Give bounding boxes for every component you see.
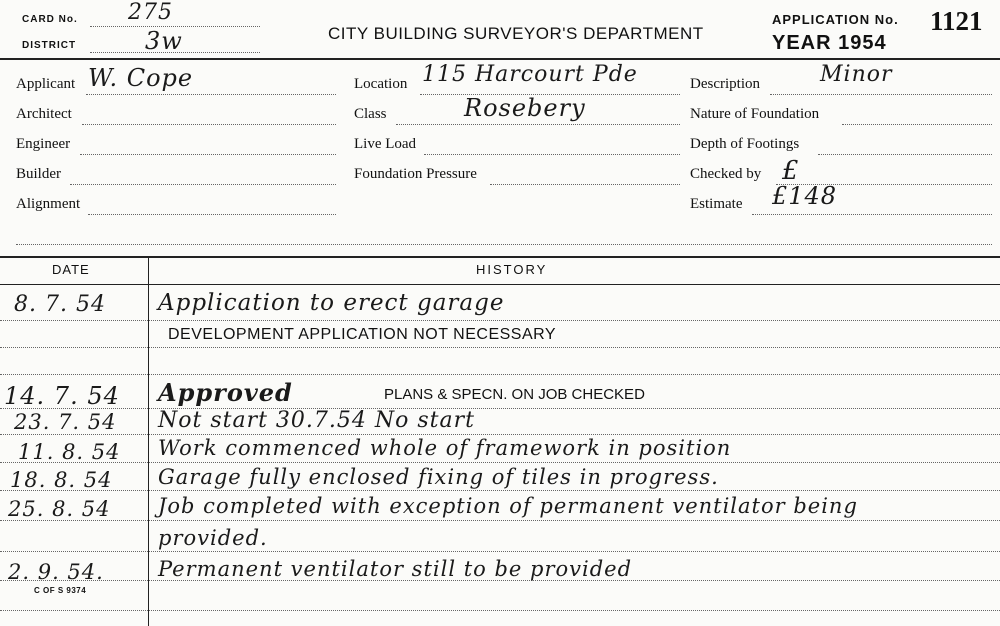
- application-no-label: APPLICATION No.: [772, 12, 899, 27]
- row-rule: [0, 462, 1000, 463]
- estimate-label: Estimate: [690, 196, 743, 212]
- row-rule: [0, 551, 1000, 552]
- application-no-value: 1121: [930, 6, 983, 36]
- table-row-date: 8. 7. 54: [14, 292, 106, 317]
- description-line: [770, 94, 992, 95]
- table-row-entry: Work commenced whole of framework in position: [158, 436, 732, 460]
- column-divider: [148, 258, 149, 626]
- table-row-entry: Job completed with exception of permanent ventilator being: [158, 494, 858, 518]
- card-no-value: 275: [128, 0, 173, 25]
- live-load-line: [424, 154, 680, 155]
- applicant-label: Applicant: [16, 76, 76, 92]
- table-top-border: [0, 256, 1000, 258]
- location-label: Location: [354, 76, 408, 92]
- builder-line: [70, 184, 336, 185]
- development-stamp: DEVELOPMENT APPLICATION NOT NECESSARY: [168, 326, 557, 343]
- depth-of-footings-label: Depth of Footings: [690, 136, 800, 152]
- description-label: Description: [690, 76, 760, 92]
- year-label: YEAR 1954: [772, 32, 887, 54]
- table-row-date: 23. 7. 54: [14, 410, 117, 434]
- table-row-date: 25. 8. 54: [8, 497, 111, 521]
- plans-checked-stamp: PLANS & SPECN. ON JOB CHECKED: [384, 386, 645, 403]
- class-label: Class: [354, 106, 387, 122]
- row-rule: [0, 610, 1000, 611]
- table-row-entry: provided.: [158, 526, 268, 550]
- nature-of-foundation-label: Nature of Foundation: [690, 106, 820, 122]
- row-rule: [0, 520, 1000, 521]
- fields-bottom-line: [16, 244, 992, 245]
- district-value: 3w: [145, 27, 183, 55]
- architect-label: Architect: [16, 106, 72, 122]
- location-value: 115 Harcourt Pde: [422, 62, 638, 87]
- foundation-pressure-line: [490, 184, 680, 185]
- engineer-line: [80, 154, 336, 155]
- table-row-date: 11. 8. 54: [18, 440, 121, 464]
- architect-line: [82, 124, 336, 125]
- estimate-line: [752, 214, 992, 215]
- class-value: Rosebery: [464, 94, 586, 122]
- row-rule: [0, 374, 1000, 375]
- history-column-header: HISTORY: [476, 262, 548, 277]
- applicant-value: W. Cope: [88, 64, 194, 92]
- header-divider: [0, 58, 1000, 60]
- table-row-entry: Approved: [158, 378, 293, 407]
- foundation-pressure-label: Foundation Pressure: [354, 166, 477, 182]
- checked-by-label: Checked by: [690, 166, 762, 182]
- alignment-line: [88, 214, 336, 215]
- row-rule: [0, 347, 1000, 348]
- depth-of-footings-line: [818, 154, 992, 155]
- form-code: C OF S 9374: [34, 586, 87, 595]
- class-line: [396, 124, 680, 125]
- table-row-date: 2. 9. 54.: [8, 560, 104, 584]
- nature-of-foundation-line: [842, 124, 992, 125]
- table-row-entry: Not start 30.7.54 No start: [158, 408, 475, 433]
- alignment-label: Alignment: [16, 196, 81, 212]
- engineer-label: Engineer: [16, 136, 71, 152]
- header-row-bottom: [0, 284, 1000, 285]
- description-value: Minor: [820, 62, 893, 87]
- row-rule: [0, 320, 1000, 321]
- date-column-header: DATE: [52, 262, 90, 277]
- table-row-entry: Application to erect garage: [158, 290, 505, 316]
- table-row-entry: Permanent ventilator still to be provided: [158, 557, 633, 581]
- card-no-label: CARD No.: [22, 14, 78, 25]
- table-row-date: 18. 8. 54: [10, 468, 113, 492]
- row-rule: [0, 434, 1000, 435]
- estimate-value: £148: [772, 182, 838, 210]
- table-row-entry: Garage fully enclosed fixing of tiles in progress.: [158, 465, 719, 489]
- district-label: DISTRICT: [22, 40, 77, 51]
- applicant-line: [86, 94, 336, 95]
- row-rule: [0, 408, 1000, 409]
- live-load-label: Live Load: [354, 136, 417, 152]
- checked-by-value: £: [782, 156, 800, 186]
- department-title: CITY BUILDING SURVEYOR'S DEPARTMENT: [328, 24, 704, 43]
- builder-label: Builder: [16, 166, 61, 182]
- table-row-date: 14. 7. 54: [4, 382, 120, 410]
- row-rule: [0, 490, 1000, 491]
